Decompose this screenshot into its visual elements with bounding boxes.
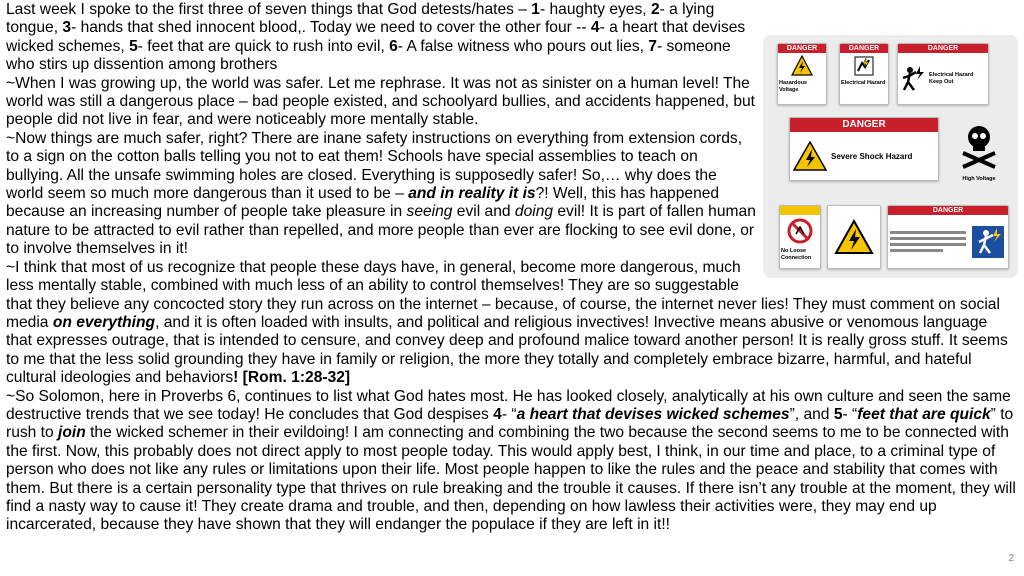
sign-label: No Loose Connection <box>781 248 812 261</box>
danger-sign-5 <box>953 117 1005 199</box>
lightning-triangle-icon <box>790 141 830 171</box>
paragraph-solomon: ~So Solomon, here in Proverbs 6, continues to list what God hates most. He has looked closely, analytically at his own culture and seen the same destructive trends that we see today! He concludes that God despises 4- “a heart that devises wicked schemes”, and 5- “feet that are quick” to rush to join the wicked schemer in their evildoing! I am connecting and combining the two because the second seems to me to be connected with the first. Now, this probably does not direct apply to most people today. This would apply best, I think, in our time and place, to a criminal type of person who does not like any rules or limitations upon their life. Most people happen to like the rules and the peace and stability that comes with them. But there is a certain personality type that thrives on rule breaking and the trouble it causes. If there isn’t any trouble at the moment, they will find a nasty way to cause it! They create drama and trouble, and then, depending on how lawless their activities were, they may end up incarcerated, because they have shown that they will endanger the populace if they are left in it!! <box>6 387 1016 534</box>
paragraph-safer: ~Now things are much safer, right? There are inane safety instructions on everything from extension cords, to a sign on the cotton balls telling you not to eat them! Schools have special assemblies to teach on bullying. All the unsafe swimming holes are closed. Everything is supposedly safer! So,… why does the world seem so much more dangerous than it used to be – and in reality it is?! Well, this has happened because an increasing number of people take pleasure in seeing evil and doing evil! It is part of fallen human nature to be attracted to evil rather than repelled, and more people than ever are flocking to see evil done, or to involve themselves in it! <box>6 129 756 258</box>
paragraph-growing-up: ~When I was growing up, the world was safer. Let me rephrase. It was not as sinister on a human level! The world was still a dangerous place – bad people existed, and schoolyard bullies, and accidents happened, but people did not live in fear, and were noticeably more mentally stable. <box>6 74 755 129</box>
danger-sign-7 <box>827 205 881 269</box>
danger-sign-8 <box>887 205 1009 269</box>
sign-header <box>780 206 820 215</box>
sign-header: DANGER <box>888 206 1008 215</box>
sign-header: DANGER <box>790 118 938 132</box>
person-shock-icon <box>968 225 1008 259</box>
danger-sign-1 <box>777 43 827 105</box>
sign-header: DANGER <box>778 44 826 53</box>
person-shock-icon <box>898 64 928 94</box>
prohibition-icon <box>780 215 820 247</box>
paragraph-intro: Last week I spoke to the first three of seven things that God detests/hates – 1- haughty eyes, 2- a lying tongue, 3- hands that shed innocent blood,. Today we need to cover the other four -- 4- a heart that devises wicked schemes, 5- feet that are quick to rush into evil, 6- A false witness who pours out lies, 7- someone who stirs up dissention among brothers <box>6 1 746 74</box>
slide-body-text <box>6 1 1016 535</box>
sign-header: DANGER <box>898 44 988 53</box>
lightning-triangle-icon <box>828 206 880 268</box>
sign-label: High Voltage <box>962 176 996 182</box>
paragraph-dangerous: ~I think that most of us recognize that people these days have, in general, become more dangerous, much less mentally stable, combined with much less of an ability to control themselves! They are so suggestable that they believe any concocted story they run across on the internet – because, of course, the internet never lies! They must comment on social media on everything, and it is often loaded with insults, and political and religious invectives! Invective means abusive or venomous language that expresses outrage, that is intended to censure, and convey deep and profound malice toward another person! It is really gross stuff. It seems to me that the less solid grounding they have in family or religion, the more they totally and completely embrace bizarre, harmful, and hateful cultural ideologies and behaviors! [Rom. 1:28-32] <box>6 258 1008 387</box>
danger-signs-image <box>763 35 1018 278</box>
danger-sign-6 <box>779 205 821 269</box>
skull-crossbones-icon <box>953 117 1005 175</box>
hand-shock-icon <box>840 53 888 79</box>
sign-label: Electrical Hazard Keep Out <box>929 72 974 85</box>
electric-hazard-icon <box>778 53 826 79</box>
sign-label: Severe Shock Hazard <box>831 151 913 161</box>
danger-sign-4 <box>789 117 939 181</box>
sign-label: Hazardous Voltage <box>779 80 808 93</box>
sign-header: DANGER <box>840 44 888 53</box>
danger-sign-2 <box>839 43 889 105</box>
danger-sign-3 <box>897 43 989 105</box>
page-number: 2 <box>1008 553 1014 564</box>
sign-label: Electrical Hazard <box>841 80 886 86</box>
